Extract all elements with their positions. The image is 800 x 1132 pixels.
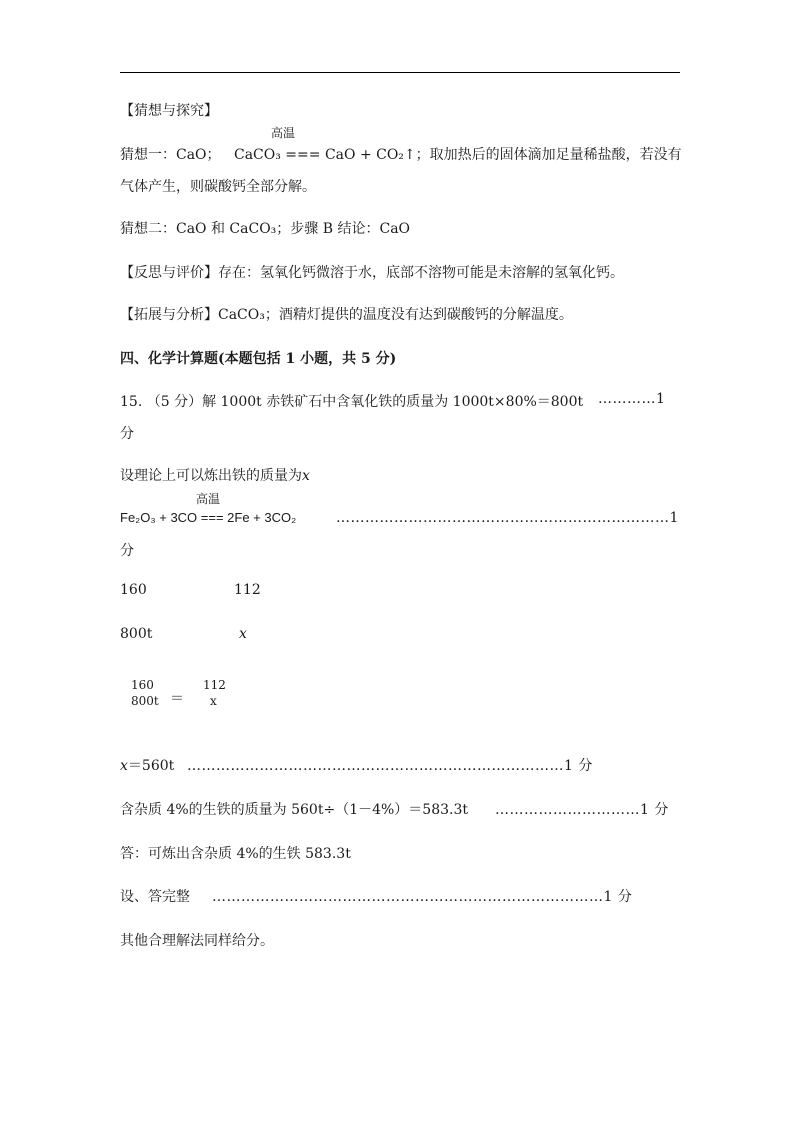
section-heading-hypothesis: 【猜想与探究】 <box>120 103 218 119</box>
section-heading-calculation: 四、化学计算题(本题包括 1 小题，共 5 分) <box>120 351 397 367</box>
ratio-left-numerator: 160 <box>131 678 154 692</box>
completeness-score: ………………………………………………………………………1 分 <box>212 889 633 905</box>
assumption-line <box>120 465 310 485</box>
equation-condition-high-temp: 高温 <box>196 492 221 506</box>
question-15-score-unit: 分 <box>120 426 134 442</box>
hypothesis-1-continuation: 气体产生，则碳酸钙全部分解。 <box>120 179 316 195</box>
hypothesis-1-label: 猜想一：CaO； <box>120 147 221 163</box>
reflection-evaluation: 【反思与评价】存在：氢氧化钙微溶于水，底部不溶物可能是未溶解的氢氧化钙。 <box>120 265 624 281</box>
other-methods-note: 其他合理解法同样给分。 <box>120 933 274 949</box>
assumption-variable: x <box>302 468 310 484</box>
extension-analysis: 【拓展与分析】CaCO₃；酒精灯提供的温度没有达到碳酸钙的分解温度。 <box>120 307 573 323</box>
ratio-equals: ＝ <box>170 691 184 707</box>
question-15-line: 15. （5 分）解 1000t 赤铁矿石中含氧化铁的质量为 1000t×80%＝800t <box>120 394 584 410</box>
pig-iron-score: …………………………1 分 <box>495 802 669 818</box>
molar-mass-fe: 112 <box>234 582 261 598</box>
question-15-score: …………1 <box>598 391 666 407</box>
x-result-line <box>120 755 174 775</box>
reaction-condition-high-temp: 高温 <box>271 126 296 140</box>
ratio-right-denominator: x <box>210 694 217 708</box>
equation-score-unit: 分 <box>120 543 134 559</box>
completeness-label: 设、答完整 <box>120 889 190 905</box>
hypothesis-1-equation: CaCO₃ === CaO + CO₂↑；取加热后的固体滴加足量稀盐酸，若没有 <box>234 147 682 163</box>
given-mass: 800t <box>120 626 153 642</box>
x-variable: x <box>120 758 128 774</box>
ratio-left-denominator: 800t <box>131 694 159 708</box>
hypothesis-2: 猜想二：CaO 和 CaCO₃；步骤 B 结论：CaO <box>120 221 411 237</box>
assumption-text: 设理论上可以炼出铁的质量为 <box>120 468 302 484</box>
ratio-right-numerator: 112 <box>203 678 226 692</box>
equation-score-dots: ……………………………………………………………1 <box>336 510 679 526</box>
pig-iron-mass-line: 含杂质 4%的生铁的质量为 560t÷（1－4%）＝583.3t <box>120 802 469 818</box>
iron-reduction-equation: Fe₂O₃ + 3CO === 2Fe + 3CO₂ <box>120 510 297 525</box>
answer-line: 答：可炼出含杂质 4%的生铁 583.3t <box>120 846 351 862</box>
x-result-score: ……………………………………………………………………1 分 <box>187 758 593 774</box>
header-rule <box>120 72 680 73</box>
unknown-mass: x <box>239 626 247 642</box>
molar-mass-fe2o3: 160 <box>120 582 147 598</box>
x-result: ＝560t <box>127 758 175 774</box>
